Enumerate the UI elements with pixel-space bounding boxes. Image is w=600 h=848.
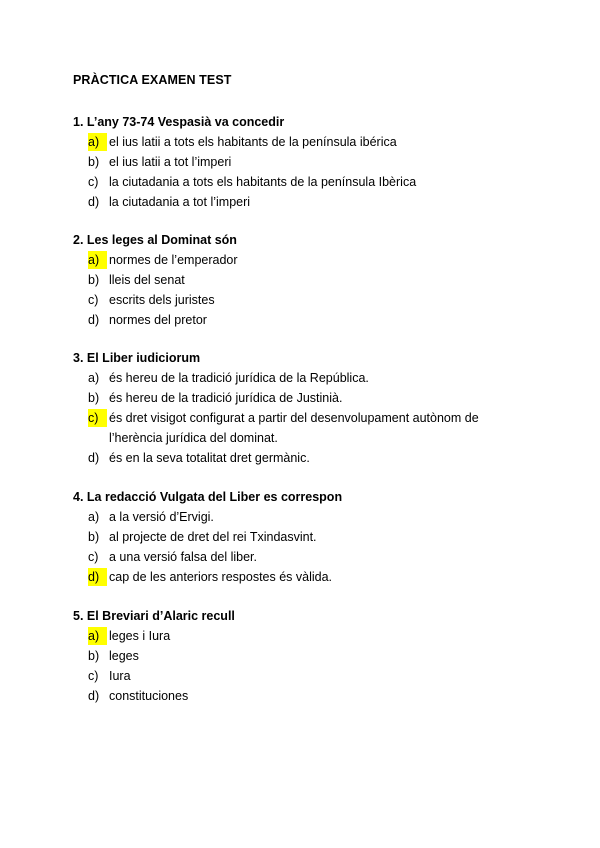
- option-letter: a): [88, 371, 100, 385]
- option-letter: b): [88, 155, 100, 169]
- option-4d: [73, 567, 533, 587]
- option-text: és dret visigot configurat a partir del desenvolupament autònom de l’herència jurídica del dominat.: [109, 411, 479, 445]
- option-letter: a): [88, 510, 100, 524]
- option-letter: c): [88, 293, 99, 307]
- option-5b: [73, 646, 533, 666]
- page-title: PRÀCTICA EXAMEN TEST: [73, 73, 232, 87]
- option-text: al projecte de dret del rei Txindasvint.: [109, 530, 317, 544]
- option-text: escrits dels juristes: [109, 293, 215, 307]
- option-text: a una versió falsa del liber.: [109, 550, 258, 564]
- option-text: la ciutadania a tots els habitants de la península Ibèrica: [109, 175, 417, 189]
- option-text: lleis del senat: [109, 273, 185, 287]
- option-letter: d): [88, 689, 100, 703]
- question-text: 4. La redacció Vulgata del Liber es correspon: [73, 490, 343, 504]
- option-1c: [73, 172, 533, 192]
- option-text: constituciones: [109, 689, 189, 703]
- option-text: el ius latii a tot l’imperi: [109, 155, 232, 169]
- option-1a: [73, 132, 533, 152]
- option-2b: [73, 270, 533, 290]
- option-letter: d): [88, 568, 107, 586]
- question-text: 1. L’any 73-74 Vespasià va concedir: [73, 115, 285, 129]
- option-text: és hereu de la tradició jurídica de la República.: [109, 371, 369, 385]
- option-3a: [73, 368, 533, 388]
- option-letter: c): [88, 550, 99, 564]
- option-1d: [73, 192, 533, 212]
- option-letter: a): [88, 251, 107, 269]
- option-letter: c): [88, 175, 99, 189]
- question-2: [73, 230, 533, 330]
- option-text: cap de les anteriors respostes és vàlida.: [109, 570, 333, 584]
- option-2d: [73, 310, 533, 330]
- option-2c: [73, 290, 533, 310]
- option-3b: [73, 388, 533, 408]
- option-text: Iura: [109, 669, 131, 683]
- option-text: leges: [109, 649, 139, 663]
- option-letter: d): [88, 313, 100, 327]
- option-letter: b): [88, 530, 100, 544]
- option-text: leges i Iura: [109, 629, 171, 643]
- option-letter: d): [88, 451, 100, 465]
- option-5c: [73, 666, 533, 686]
- option-text: és hereu de la tradició jurídica de Justinià.: [109, 391, 343, 405]
- option-letter: b): [88, 649, 100, 663]
- question-3: [73, 348, 533, 468]
- option-text: és en la seva totalitat dret germànic.: [109, 451, 310, 465]
- option-letter: b): [88, 391, 100, 405]
- question-4: [73, 487, 533, 587]
- question-text: 2. Les leges al Dominat són: [73, 233, 237, 247]
- option-text: normes del pretor: [109, 313, 207, 327]
- option-4a: [73, 507, 533, 527]
- option-1b: [73, 152, 533, 172]
- option-4b: [73, 527, 533, 547]
- option-letter: c): [88, 669, 99, 683]
- question-text: 5. El Breviari d’Alaric recull: [73, 609, 235, 623]
- option-4c: [73, 547, 533, 567]
- option-text: a la versió d’Ervigi.: [109, 510, 214, 524]
- option-letter: a): [88, 133, 107, 151]
- option-letter: a): [88, 627, 107, 645]
- question-text: 3. El Liber iudiciorum: [73, 351, 201, 365]
- option-5a: [73, 626, 533, 646]
- option-5d: [73, 686, 533, 706]
- option-letter: d): [88, 195, 100, 209]
- option-2a: [73, 250, 533, 270]
- question-1: [73, 112, 533, 212]
- option-text: la ciutadania a tot l’imperi: [109, 195, 251, 209]
- question-5: [73, 606, 533, 706]
- option-3d: [73, 448, 533, 468]
- option-3c: [73, 408, 533, 448]
- option-text: normes de l’emperador: [109, 253, 238, 267]
- option-letter: b): [88, 273, 100, 287]
- option-text: el ius latii a tots els habitants de la península ibérica: [109, 135, 397, 149]
- option-letter: c): [88, 409, 107, 427]
